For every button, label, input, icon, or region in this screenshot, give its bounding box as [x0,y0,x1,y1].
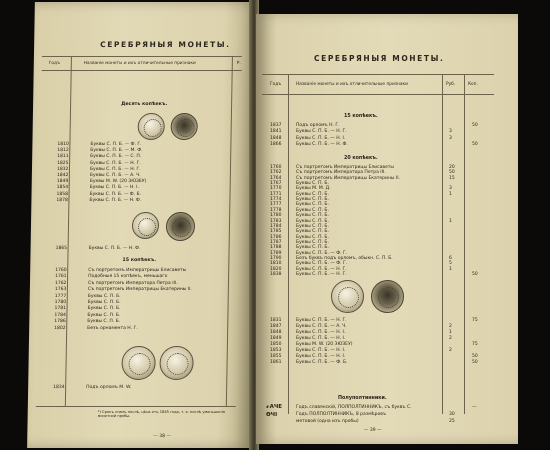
row-year: 1810 [270,261,282,267]
row-description: Буквы С. П. Б. [296,181,329,187]
row-price-rub: 5 [449,261,452,267]
row-description: Безъ буквъ подъ орломъ, обыкн. С. П. Б. [296,255,393,261]
row-year: 1825 [57,160,69,166]
row-year: 1848 [270,330,282,335]
row-year: 1838 [270,272,282,277]
row-price-rub: 3 [449,129,452,135]
row-year: 1777 [54,293,67,299]
row-description: Буквы С. П. Б. — Н. І. [296,330,346,335]
right-column-divider-kop [464,74,465,414]
row-year: 1761 [55,274,67,280]
row-year: 1811 [57,154,69,160]
row-description: Буквы М. W. (20 ЗЮЗЕУ) [89,179,147,185]
coin-obverse-image [137,113,164,140]
row-description: Съ портретомъ Императрицы Екатерины II. [87,287,192,293]
row-description: Буквы С. П. Б. [296,223,329,229]
right-header-year: Годъ [270,82,282,87]
row-year: 1777 [270,202,282,208]
row-description: Буквы С. П. Б. — Н. І. [296,348,346,353]
left-page-title: СЕРЕБРЯНЫЯ МОНЕТЫ. [100,40,231,49]
row-price-rub: 25 [449,419,455,424]
row-year: 1767 [270,181,282,187]
row-description: Буквы С. П. Б. [87,319,121,325]
row-description: Буквы С. П. Б. — А. Ч. [89,173,141,178]
row-description: метовой (одна изъ пробы) [296,419,359,424]
left-column-divider-price [226,56,233,406]
row-year: 1849 [270,336,282,341]
left-header-bottom-rule [42,70,242,71]
row-year: 1855 [270,354,282,359]
right-header-rub: Руб. [446,82,456,87]
row-year: 1763 [54,287,67,293]
right-header-kop: Коп. [468,82,478,87]
left-header-year: Годъ [48,61,61,66]
row-description: Съ портретомъ Императрицы Елисаветы [88,268,187,273]
left-page [27,2,258,448]
row-description: Буквы С. П. Б. [296,207,329,213]
row-description: Буквы С. П. Б. [87,293,121,299]
row-year: 1849 [56,179,69,185]
row-description: Буквы С. П. Б. [296,202,329,208]
row-price-kop: 50 [472,272,478,277]
row-price-kop: 50 [472,354,478,359]
row-description: Буквы С. П. Б. — С. П. [90,154,142,160]
row-price-kop: 75 [472,342,478,347]
section-heading: 15 копѣекъ. [122,258,157,263]
row-description: Буквы С. П. Б. — Н. Г. [89,166,141,172]
right-column-divider [288,74,289,414]
row-description: Буквы С. П. Б. [296,213,329,219]
row-description: Буквы С. П. Б. — Н. Ф. [88,246,141,251]
left-header-name: Названіе монеты и ихъ отличительные признаки [83,61,196,66]
row-year: 1760 [55,268,67,273]
row-description: Буквы С. П. Б. — М. Ф. [90,148,143,154]
row-description: Буквы С. П. Б. [296,229,329,235]
row-description: Буквы С. П. Б. — Н. Г. [296,266,347,272]
row-price-kop: — [472,405,477,410]
left-page-number: — 38 — [153,434,171,439]
row-description: Буквы С. П. Б. [296,191,329,197]
row-year: 1760 [270,165,282,170]
row-year: 1784 [270,223,282,229]
row-year: 1841 [270,129,282,135]
left-header-price: Р. [236,61,241,66]
row-price-rub: 1 [449,191,452,197]
row-description: Подобныя 15 копѣекъ, меньшаго [88,274,168,280]
row-price-rub: 15 [449,175,455,181]
row-year: 1764 [270,175,282,181]
row-year: 1778 [270,207,282,213]
row-price-rub: 2 [449,348,452,353]
section-heading: 15 копѣекъ. [344,114,378,119]
row-description: Буквы С. П. Б. — Н. Ф. [89,197,142,203]
row-year: 1837 [270,123,282,128]
row-year: 1787 [270,239,282,245]
row-description: Буквы С. П. Б. — Н. Г. [296,129,347,135]
row-description: Буквы С. П. Б. — Ф. Г. [90,142,142,147]
row-year: 1780 [54,300,67,305]
right-page-number: — 39 — [364,428,382,433]
left-column-divider [65,56,72,406]
row-year: 1790 [270,255,282,261]
row-year: 1850 [270,342,282,347]
row-year: 1853 [270,348,282,353]
row-description: Буквы М. W. (20 ЗЮЗЕУ) [296,342,353,347]
row-price-rub: 20 [449,165,455,170]
row-price-rub: 3 [449,135,452,141]
row-price-rub: 1 [449,266,452,272]
row-description: Подъ орломъ Н. Г. [296,123,340,128]
row-price-rub: 1 [449,330,452,335]
side-year-label: ѲЧІ [266,412,278,418]
row-price-rub: 50 [449,170,455,176]
right-page [256,14,518,444]
row-year: 1861 [270,360,282,365]
row-year: 1774 [270,197,282,203]
row-description: Подъ орломъ М. W. [86,385,132,390]
side-year-label: ҂АЧЕ [266,404,283,410]
row-year: 1878 [56,197,68,203]
coin-reverse-image [170,113,197,140]
section-heading: Полуполтинники. [338,396,387,401]
row-year: 1842 [56,173,69,178]
coin-reverse-image [371,280,404,313]
row-description: Буквы С. П. Б. [296,234,329,240]
row-description: Буквы С. П. Б. — Ф. Г. [296,250,348,256]
row-year: 1848 [270,135,282,141]
left-header-top-rule [42,56,242,57]
row-price-kop: 50 [472,141,478,147]
row-description: Съ портретомъ Императрицы Екатерины II. [296,175,400,181]
row-year: 1785 [270,229,282,235]
row-price-kop: 50 [472,360,478,365]
row-year: 1783 [270,218,282,224]
left-footnote: *) Срокъ этимъ послѣ, цѣна отъ 1845 года, т. е. послѣ уменьшенія монетной пробы. [97,410,225,419]
row-description: Буквы С. П. Б. — Ф. Б. [89,191,142,197]
row-description: Буквы С. П. Б. — Н. Г. [296,318,347,323]
row-description: Буквы С. П. Б. — Н. І. [296,354,346,359]
coin-reverse-image [166,212,196,241]
coin-obverse-image [331,280,364,313]
row-description: Буквы С. П. Б. — А. Ч. [296,324,347,329]
row-year: 1847 [270,324,282,329]
row-year: 1788 [270,245,282,251]
row-year: 1865 [55,246,68,251]
row-description: Буквы С. П. Б. [296,218,329,224]
row-description: Буквы С. П. Б. [296,197,329,203]
row-description: Буквы С. П. Б. — Н. І. [89,185,139,191]
row-description: Годъ ПОЛПОЛТИННИКЪ, 8 размѣровъ [296,412,387,417]
row-description: Съ портретомъ Императора Петра III. [296,170,386,176]
row-year: 1786 [54,319,66,325]
row-year: 1858 [56,191,69,197]
section-heading: Десять копѣекъ. [121,102,168,107]
row-price-rub: 30 [449,412,455,417]
coin-reverse-image [159,346,194,380]
row-year: 1820 [270,266,282,272]
row-year: 1802 [54,325,66,331]
row-price-rub: 3 [449,186,452,192]
row-price-rub: 2 [449,336,452,341]
row-year: 1834 [53,385,65,390]
row-year: 1781 [54,306,67,312]
row-description: Буквы С. П. Б. [296,239,329,245]
row-year: 1854 [56,185,69,191]
row-description: Буквы С. П. Б. [296,245,329,251]
left-footer-rule [36,406,236,407]
right-page-title: СЕРЕБРЯНЫЯ МОНЕТЫ. [314,54,445,63]
row-price-kop: 50 [472,123,478,128]
row-description: Годъ славянскій, ПОЛПОЛТИННИКЪ, съ буквъ С. [296,405,412,410]
row-year: 1784 [54,312,66,318]
row-description: Буквы С. П. Б. — Н. І. [296,336,346,341]
row-description: Буквы С. П. Б. — Ф. Б. [296,360,348,365]
row-year: 1866 [270,141,282,147]
row-description: Буквы С. П. Б. — Н. Ф. [296,141,348,147]
row-description: Буквы С. П. Б. — Н. І. [296,135,346,141]
right-header-bottom-rule [262,94,494,95]
row-description: Буквы С. П. Б. [87,312,121,318]
row-year: 1812 [57,148,69,154]
section-heading: 20 копѣекъ. [344,156,378,161]
row-description: Буквы С. П. Б. — Н. Г. [90,160,141,166]
row-year: 1771 [270,191,282,197]
row-price-rub: 6 [449,255,452,261]
right-header-top-rule [262,74,494,75]
row-year: 1786 [270,234,282,240]
row-description: Съ портретомъ Императрицы Елисаветы [296,165,394,170]
right-header-name: Названіе монеты и ихъ отличительные признаки [296,82,408,87]
right-column-divider-rub [442,74,443,414]
row-price-rub: 1 [449,218,452,224]
row-year: 1832 [56,166,69,172]
row-description: Буквы М. М. Д. [296,186,331,192]
row-year: 1770 [270,186,282,192]
row-description: Съ портретомъ Императора Петра III. [87,280,178,286]
row-year: 1789 [270,250,282,256]
row-description: Буквы С. П. Б. — Ф. Г. [296,261,348,267]
row-year: 1780 [270,213,282,219]
row-year: 1831 [270,318,282,323]
coin-obverse-image [121,346,156,380]
row-price-rub: 2 [449,324,452,329]
row-description: Буквы С. П. Б. [87,306,121,312]
row-description: Буквы С. П. Б. — Н. Г. [296,272,347,277]
row-year: 1762 [54,280,67,286]
row-description: Буквы С. П. Б. [87,300,121,305]
row-year: 1762 [270,170,282,176]
coin-obverse-image [132,212,159,239]
row-description: Безъ орнамента Н. Г. [87,325,138,331]
row-year: 1810 [57,142,69,147]
row-price-kop: 75 [472,318,478,323]
